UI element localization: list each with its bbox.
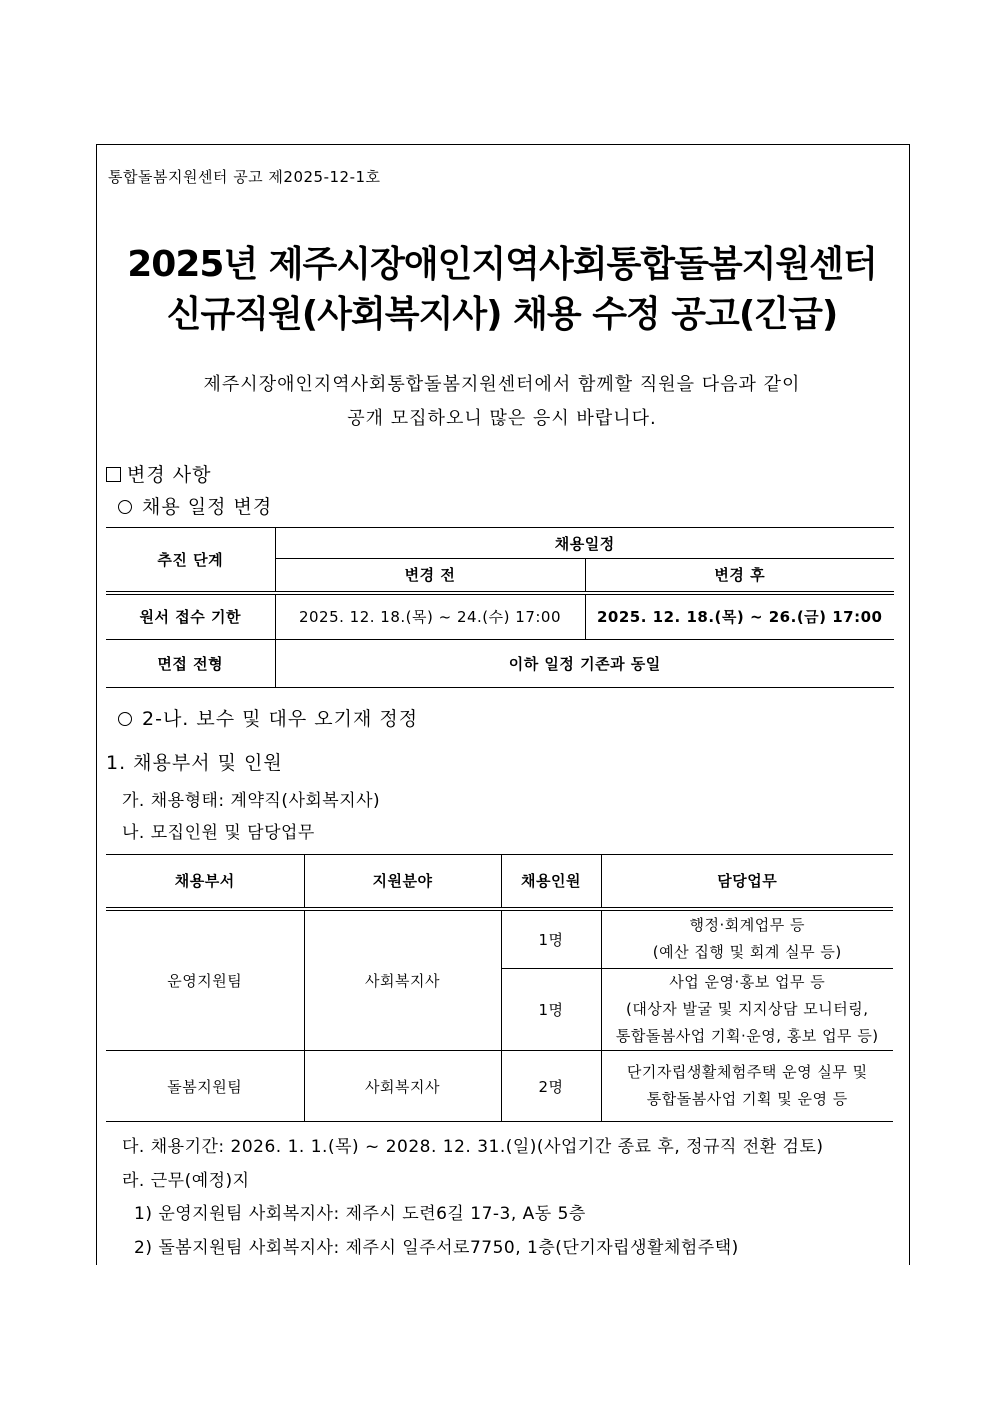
item-na: 나. 모집인원 및 담당업무	[122, 823, 315, 843]
circle-bullet-icon	[118, 500, 132, 514]
change-heading	[106, 460, 211, 487]
header-dept: 채용부서	[106, 855, 304, 909]
duties-cell	[601, 909, 893, 969]
header-count: 채용인원	[501, 855, 601, 909]
count-cell: 1명	[501, 969, 601, 1051]
schedule-change-subheading	[118, 492, 272, 519]
notice-number: 통합돌봄지원센터 공고 제2025-12-1호	[108, 168, 381, 186]
duty-line: 행정·회계업무 등	[689, 916, 805, 935]
header-stage: 추진 단계	[106, 528, 275, 593]
workplace-1: 1) 운영지원팀 사회복지사: 제주시 도련6길 17-3, A동 5층	[134, 1204, 586, 1224]
header-before: 변경 전	[275, 559, 585, 593]
circle-bullet-icon	[118, 712, 132, 726]
duty-line: 통합돌봄사업 기획·운영, 홍보 업무 등)	[615, 1027, 879, 1045]
row-merged-note: 이하 일정 기존과 동일	[275, 640, 894, 688]
duty-line: (예산 집행 및 회계 실무 등)	[652, 943, 842, 962]
duty-line: 통합돌봄사업 기획 및 운영 등	[646, 1090, 848, 1108]
schedule-change-text: 채용 일정 변경	[142, 496, 273, 518]
row-before: 2025. 12. 18.(목) ~ 24.(수) 17:00	[275, 593, 585, 640]
field-cell: 사회복지사	[304, 1051, 501, 1122]
change-heading-text: 변경 사항	[127, 464, 212, 486]
header-field: 지원분야	[304, 855, 501, 909]
staff-table	[106, 854, 893, 1122]
row-stage: 원서 접수 기한	[106, 593, 275, 640]
workplace-2: 2) 돌봄지원팀 사회복지사: 제주시 일주서로7750, 1층(단기자립생활체험주택)	[134, 1238, 739, 1258]
document-title-line1: 2025년 제주시장애인지역사회통합돌봄지원센터	[127, 244, 877, 285]
intro-line2: 공개 모집하오니 많은 응시 바랍니다.	[347, 408, 657, 429]
field-cell: 사회복지사	[304, 909, 501, 1051]
section1-heading: 1. 채용부서 및 인원	[106, 752, 283, 774]
item-ga: 가. 채용형태: 계약직(사회복지사)	[122, 791, 381, 811]
item-da: 다. 채용기간: 2026. 1. 1.(목) ~ 2028. 12. 31.(일)(사업기간 종료 후, 정규직 전환 검토)	[122, 1137, 824, 1157]
count-cell: 1명	[501, 909, 601, 969]
correction-subheading	[118, 704, 418, 731]
checkbox-square-icon	[106, 467, 121, 482]
correction-text: 2-나. 보수 및 대우 오기재 정정	[142, 708, 419, 730]
intro-line1: 제주시장애인지역사회통합돌봄지원센터에서 함께할 직원을 다음과 같이	[203, 374, 801, 395]
duties-cell	[601, 969, 893, 1051]
duty-line: 단기자립생활체험주택 운영 실무 및	[626, 1063, 868, 1081]
dept-cell: 돌봄지원팀	[106, 1051, 304, 1122]
header-schedule: 채용일정	[275, 528, 894, 559]
document-title-line2: 신규직원(사회복지사) 채용 수정 공고(긴급)	[166, 294, 838, 335]
header-duties: 담당업무	[601, 855, 893, 909]
item-ra: 라. 근무(예정)지	[122, 1171, 250, 1191]
header-after: 변경 후	[585, 559, 894, 593]
schedule-table	[106, 527, 894, 688]
duty-line: 사업 운영·홍보 업무 등	[669, 973, 826, 991]
row-stage: 면접 전형	[106, 640, 275, 688]
duties-cell	[601, 1051, 893, 1122]
duty-line: (대상자 발굴 및 지지상담 모니터링,	[625, 1000, 869, 1018]
dept-cell: 운영지원팀	[106, 909, 304, 1051]
count-cell: 2명	[501, 1051, 601, 1122]
row-after: 2025. 12. 18.(목) ~ 26.(금) 17:00	[585, 593, 894, 640]
